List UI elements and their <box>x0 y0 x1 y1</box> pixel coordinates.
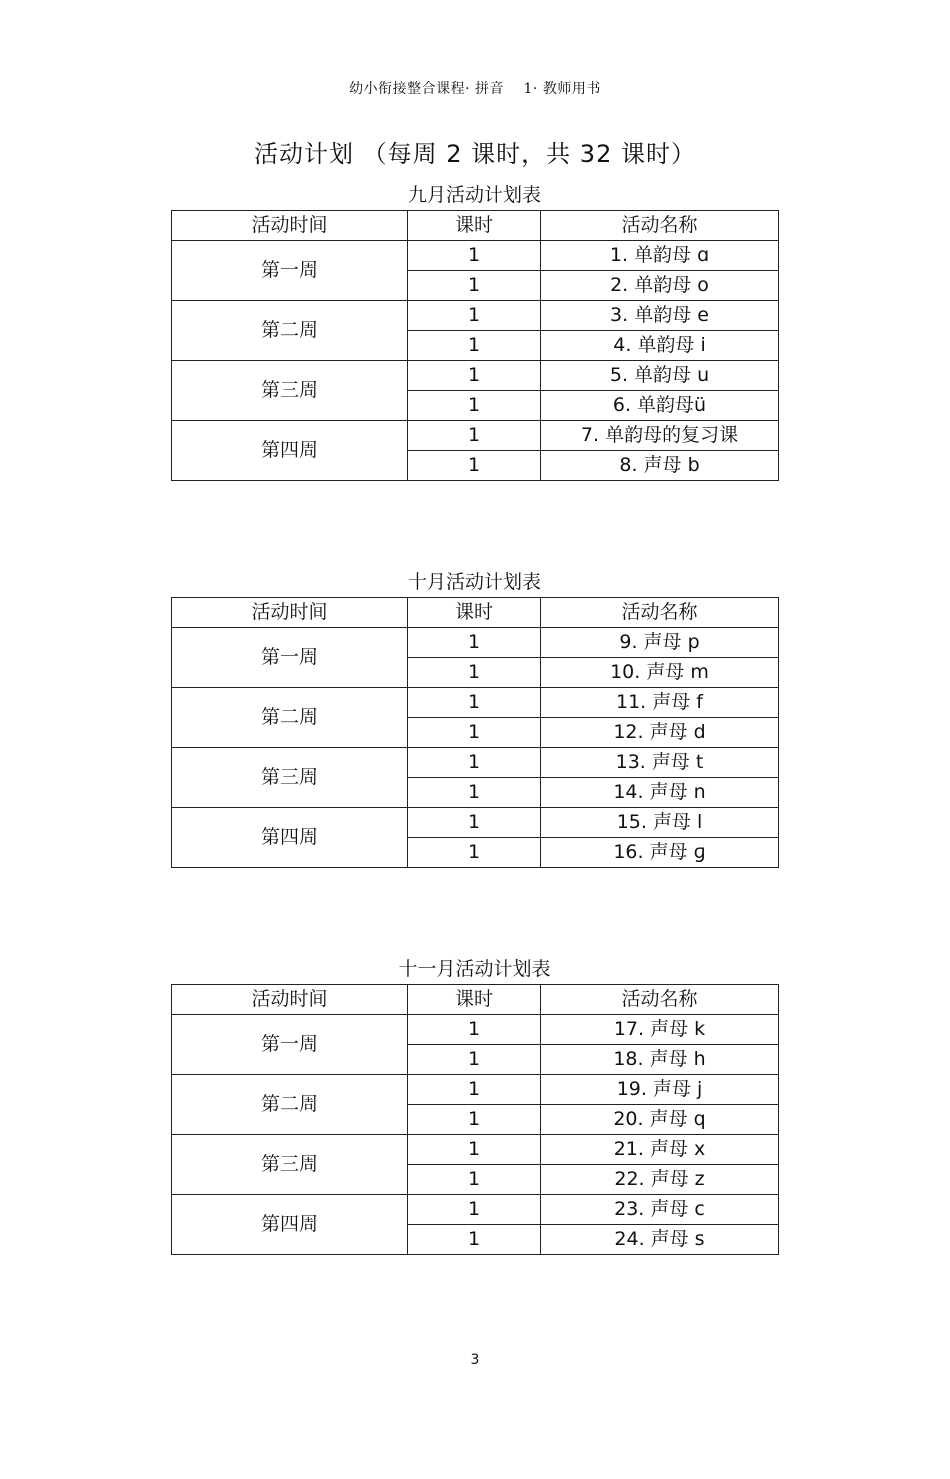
activity-name-cell: 11. 声母 f <box>541 688 779 718</box>
activity-name-cell: 1. 单韵母 ɑ <box>541 241 779 271</box>
activity-name-cell: 8. 声母 b <box>541 451 779 481</box>
column-header: 活动名称 <box>541 211 779 241</box>
table-row <box>172 301 779 331</box>
activity-name-cell: 7. 单韵母的复习课 <box>541 421 779 451</box>
page-title: 活动计划 （每周 2 课时，共 32 课时） <box>254 140 696 168</box>
hours-cell: 1 <box>408 658 541 688</box>
column-header: 课时 <box>408 985 541 1015</box>
hours-cell: 1 <box>408 331 541 361</box>
week-cell: 第四周 <box>172 1195 408 1255</box>
activity-name-cell: 21. 声母 x <box>541 1135 779 1165</box>
hours-cell: 1 <box>408 748 541 778</box>
activity-name-cell: 4. 单韵母 i <box>541 331 779 361</box>
week-cell: 第一周 <box>172 241 408 301</box>
october-section <box>171 567 778 868</box>
hours-cell: 1 <box>408 1165 541 1195</box>
table-row <box>172 808 779 838</box>
activity-name-cell: 17. 声母 k <box>541 1015 779 1045</box>
hours-cell: 1 <box>408 628 541 658</box>
table-row <box>172 628 779 658</box>
hours-cell: 1 <box>408 1015 541 1045</box>
column-header: 活动名称 <box>541 598 779 628</box>
plan-table <box>171 984 779 1255</box>
week-cell: 第三周 <box>172 361 408 421</box>
hours-cell: 1 <box>408 391 541 421</box>
activity-name-cell: 19. 声母 j <box>541 1075 779 1105</box>
table-row <box>172 241 779 271</box>
activity-name-cell: 24. 声母 s <box>541 1225 779 1255</box>
running-header: 幼小衔接整合课程· 拼音 1· 教师用书 <box>349 81 601 97</box>
column-header: 活动时间 <box>172 985 408 1015</box>
hours-cell: 1 <box>408 1225 541 1255</box>
activity-name-cell: 13. 声母 t <box>541 748 779 778</box>
activity-name-cell: 5. 单韵母 u <box>541 361 779 391</box>
header-row <box>172 598 779 628</box>
activity-name-cell: 3. 单韵母 e <box>541 301 779 331</box>
plan-table <box>171 597 779 868</box>
table-row <box>172 1135 779 1165</box>
column-header: 活动名称 <box>541 985 779 1015</box>
week-cell: 第四周 <box>172 808 408 868</box>
november-section <box>171 954 778 1255</box>
week-cell: 第一周 <box>172 1015 408 1075</box>
hours-cell: 1 <box>408 808 541 838</box>
table-title: 十一月活动计划表 <box>398 958 551 980</box>
plan-table <box>171 210 779 481</box>
header-row <box>172 985 779 1015</box>
table-title: 十月活动计划表 <box>407 571 541 593</box>
week-cell: 第二周 <box>172 301 408 361</box>
hours-cell: 1 <box>408 1075 541 1105</box>
activity-name-cell: 12. 声母 d <box>541 718 779 748</box>
table-row <box>172 688 779 718</box>
hours-cell: 1 <box>408 718 541 748</box>
activity-name-cell: 20. 声母 q <box>541 1105 779 1135</box>
column-header: 课时 <box>408 211 541 241</box>
table-row <box>172 421 779 451</box>
table-row <box>172 361 779 391</box>
hours-cell: 1 <box>408 421 541 451</box>
column-header: 活动时间 <box>172 598 408 628</box>
hours-cell: 1 <box>408 241 541 271</box>
week-cell: 第一周 <box>172 628 408 688</box>
hours-cell: 1 <box>408 361 541 391</box>
table-row <box>172 1075 779 1105</box>
week-cell: 第三周 <box>172 1135 408 1195</box>
hours-cell: 1 <box>408 778 541 808</box>
table-title: 九月活动计划表 <box>407 184 541 206</box>
header-row <box>172 211 779 241</box>
table-row <box>172 748 779 778</box>
activity-name-cell: 16. 声母 ɡ <box>541 838 779 868</box>
activity-name-cell: 15. 声母 l <box>541 808 779 838</box>
page-number: 3 <box>470 1352 480 1368</box>
hours-cell: 1 <box>408 838 541 868</box>
activity-name-cell: 23. 声母 c <box>541 1195 779 1225</box>
hours-cell: 1 <box>408 1105 541 1135</box>
activity-name-cell: 9. 声母 p <box>541 628 779 658</box>
activity-name-cell: 22. 声母 z <box>541 1165 779 1195</box>
week-cell: 第四周 <box>172 421 408 481</box>
week-cell: 第二周 <box>172 1075 408 1135</box>
september-section <box>171 180 778 481</box>
hours-cell: 1 <box>408 271 541 301</box>
table-row <box>172 1195 779 1225</box>
hours-cell: 1 <box>408 1135 541 1165</box>
hours-cell: 1 <box>408 451 541 481</box>
hours-cell: 1 <box>408 1045 541 1075</box>
column-header: 活动时间 <box>172 211 408 241</box>
activity-name-cell: 6. 单韵母ü <box>541 391 779 421</box>
hours-cell: 1 <box>408 301 541 331</box>
activity-name-cell: 18. 声母 h <box>541 1045 779 1075</box>
hours-cell: 1 <box>408 1195 541 1225</box>
column-header: 课时 <box>408 598 541 628</box>
activity-name-cell: 10. 声母 m <box>541 658 779 688</box>
week-cell: 第二周 <box>172 688 408 748</box>
activity-name-cell: 14. 声母 n <box>541 778 779 808</box>
week-cell: 第三周 <box>172 748 408 808</box>
activity-name-cell: 2. 单韵母 o <box>541 271 779 301</box>
table-row <box>172 1015 779 1045</box>
hours-cell: 1 <box>408 688 541 718</box>
